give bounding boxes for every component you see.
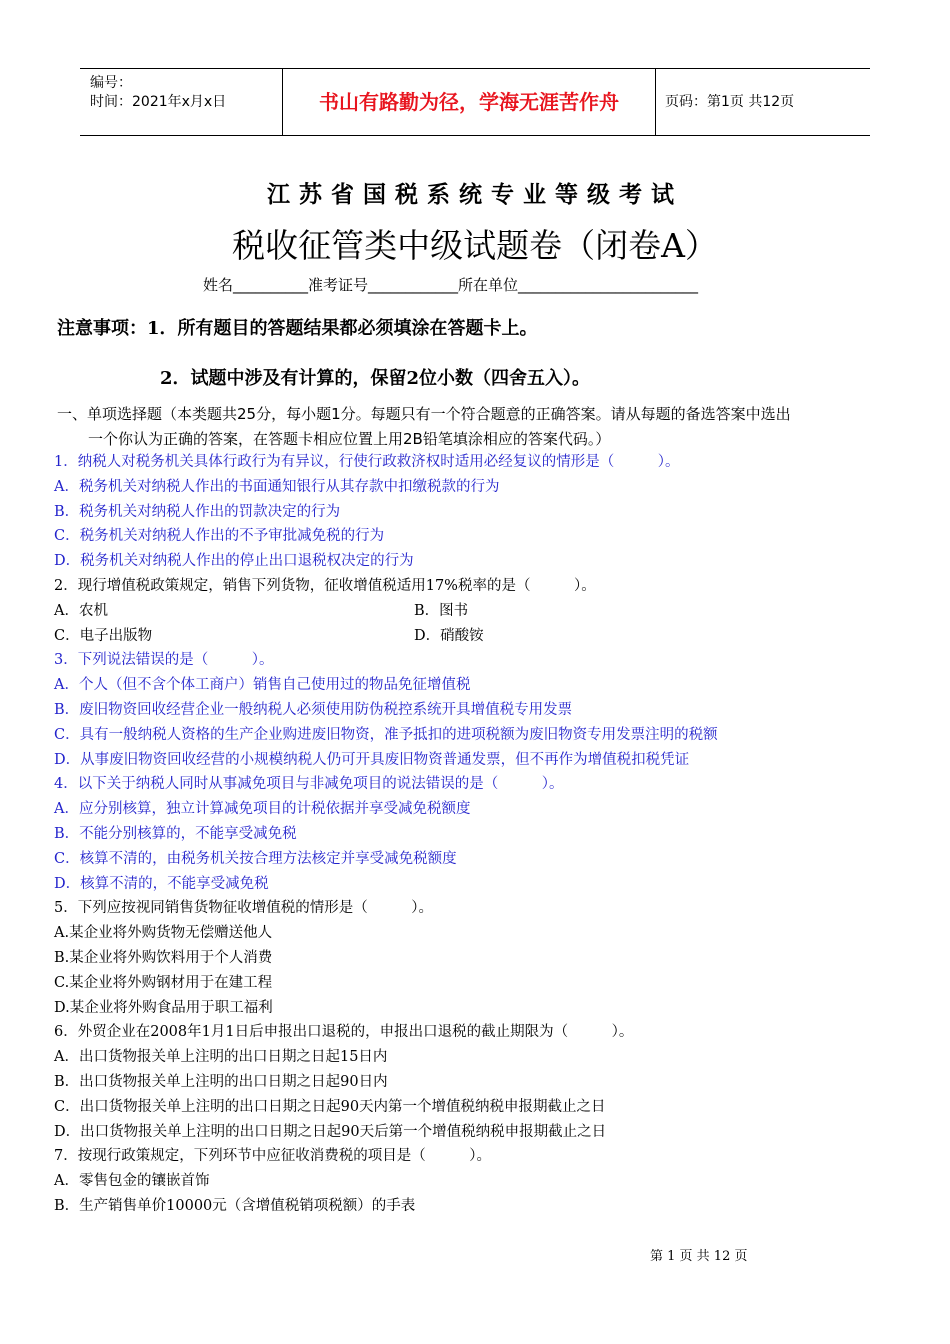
note-2: 2．试题中涉及有计算的，保留2位小数（四舍五入）。 (160, 368, 591, 389)
question-stem: 5．下列应按视同销售货物征收增值税的情形是（ ）。 (54, 900, 433, 917)
answer-option: C．电子出版物 (54, 627, 153, 644)
answer-option: A．出口货物报关单上注明的出口日期之日起15日内 (54, 1049, 388, 1066)
answer-option: B．税务机关对纳税人作出的罚款决定的行为 (54, 503, 341, 520)
question-stem: 4．以下关于纳税人同时从事减免项目与非减免项目的说法错误的是（ ）。 (54, 776, 564, 793)
question-stem: 3．下列说法错误的是（ ）。 (54, 652, 274, 669)
answer-option: C．核算不清的，由税务机关按合理方法核定并享受减免税额度 (54, 850, 457, 867)
time-label: 时间：2021年x月x日 (90, 94, 227, 110)
number-label: 编号： (90, 75, 132, 91)
answer-option-row (54, 624, 914, 649)
question-stem: 2．现行增值税政策规定，销售下列货物，征收增值税适用17%税率的是（ ）。 (54, 577, 596, 594)
candidate-fields: 姓名__________准考证号____________所在单位________________________ (203, 276, 699, 294)
answer-option: D．出口货物报关单上注明的出口日期之日起90天后第一个增值税纳税申报期截止之日 (54, 1123, 607, 1140)
question-stem: 7．按现行政策规定，下列环节中应征收消费税的项目是（ ）。 (54, 1148, 491, 1165)
exam-title-line1: 江苏省国税系统专业等级考试 (267, 182, 683, 208)
answer-option: B．废旧物资回收经营企业一般纳税人必须使用防伪税控系统开具增值税专用发票 (54, 701, 573, 718)
answer-option: D．从事废旧物资回收经营的小规模纳税人仍可开具废旧物资普通发票，但不再作为增值税扣税凭证 (54, 751, 690, 768)
answer-option: B．生产销售单价10000元（含增值税销项税额）的手表 (54, 1197, 416, 1214)
question-list (54, 450, 914, 1219)
answer-option: A．应分别核算，独立计算减免项目的计税依据并享受减免税额度 (54, 801, 471, 818)
note-1: 注意事项：1．所有题目的答题结果都必须填涂在答题卡上。 (57, 318, 538, 339)
answer-option-row (54, 599, 914, 624)
answer-option: C．具有一般纳税人资格的生产企业购进废旧物资，准予抵扣的进项税额为废旧物资专用发票注明的税额 (54, 726, 718, 743)
answer-option: B．图书 (414, 602, 469, 619)
answer-option: D．硝酸铵 (414, 627, 484, 644)
section-heading (57, 402, 902, 452)
section-heading-line2: 一个你认为正确的答案，在答题卡相应位置上用2B铅笔填涂相应的答案代码。） (88, 430, 611, 448)
question-stem: 6．外贸企业在2008年1月1日后申报出口退税的，申报出口退税的截止期限为（ ）。 (54, 1024, 634, 1041)
section-heading-line1: 一、单项选择题（本类题共25分，每小题1分。每题只有一个符合题意的正确答案。请从每题的备选答案中选出 (57, 405, 791, 423)
answer-option: A.某企业将外购货物无偿赠送他人 (54, 925, 273, 942)
answer-option: D．税务机关对纳税人作出的停止出口退税权决定的行为 (54, 553, 414, 570)
answer-option: A．零售包金的镶嵌首饰 (54, 1173, 210, 1190)
header-info-cell (80, 69, 282, 135)
answer-option: B．不能分别核算的，不能享受减免税 (54, 825, 297, 842)
answer-option: C．出口货物报关单上注明的出口日期之日起90天内第一个增值税纳税申报期截止之日 (54, 1098, 606, 1115)
document-header (80, 68, 870, 136)
header-motto: 书山有路勤为径，学海无涯苦作舟 (282, 69, 656, 135)
answer-option: B.某企业将外购饮料用于个人消费 (54, 949, 273, 966)
exam-title-line2: 税收征管类中级试题卷（闭卷A） (232, 226, 718, 265)
answer-option: D．核算不清的，不能享受减免税 (54, 875, 269, 892)
header-page-label: 页码：第1页 共12页 (665, 94, 795, 110)
page-footer: 第 1 页 共 12 页 (650, 1249, 748, 1264)
answer-option: A．农机 (54, 602, 108, 619)
answer-option: C．税务机关对纳税人作出的不予审批减免税的行为 (54, 528, 385, 545)
question-stem: 1．纳税人对税务机关具体行政行为有异议，行使行政救济权时适用必经复议的情形是（ ）。 (54, 454, 680, 470)
answer-option: D.某企业将外购食品用于职工福利 (54, 999, 273, 1016)
answer-option: A．个人（但不含个体工商户）销售自己使用过的物品免征增值税 (54, 677, 471, 694)
answer-option: C.某企业将外购钢材用于在建工程 (54, 974, 273, 991)
answer-option: A．税务机关对纳税人作出的书面通知银行从其存款中扣缴税款的行为 (54, 478, 500, 495)
answer-option: B．出口货物报关单上注明的出口日期之日起90日内 (54, 1073, 388, 1090)
